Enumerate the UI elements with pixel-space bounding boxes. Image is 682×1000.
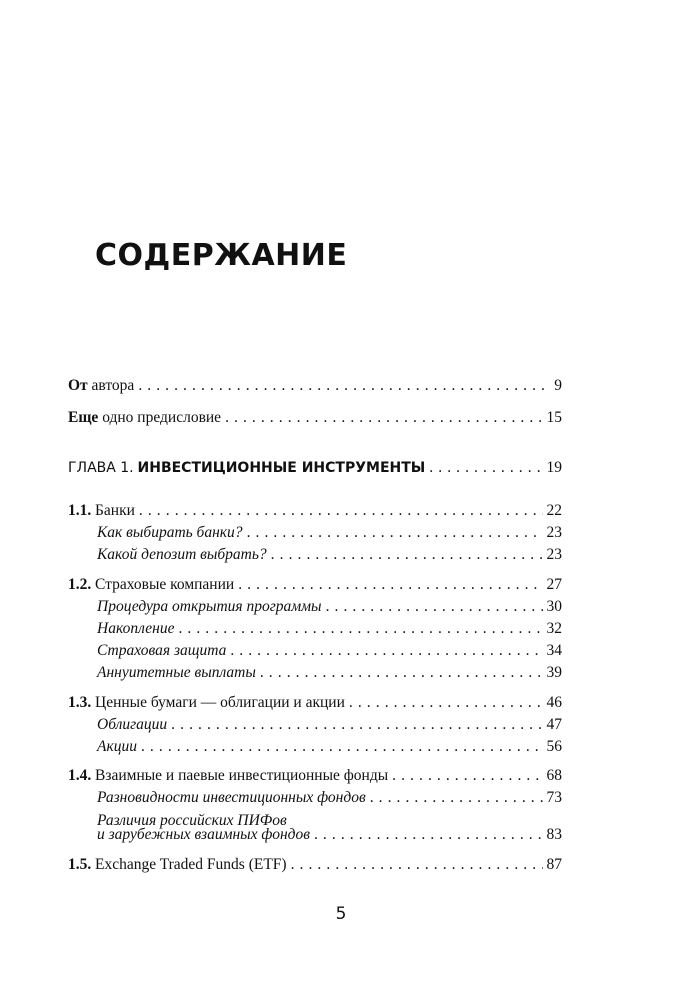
subentry-title: Какой депозит выбрать? bbox=[97, 546, 267, 563]
dot-leader bbox=[238, 576, 542, 594]
dot-leader bbox=[314, 826, 543, 844]
dot-leader bbox=[178, 620, 542, 638]
section-number: 1.5. bbox=[68, 856, 92, 873]
page-number: 23 bbox=[546, 524, 562, 541]
page-number: 32 bbox=[546, 620, 562, 637]
dot-leader bbox=[370, 789, 543, 807]
toc-subentry[interactable] bbox=[97, 524, 562, 544]
dot-leader bbox=[247, 524, 543, 542]
section-number: 1.3. bbox=[68, 694, 92, 711]
page-number: 30 bbox=[546, 598, 562, 615]
page-number: 73 bbox=[546, 789, 562, 806]
dot-leader bbox=[225, 409, 542, 427]
dot-leader bbox=[138, 377, 550, 395]
page-number: 27 bbox=[546, 576, 562, 593]
section-number: 1.4. bbox=[68, 767, 92, 784]
toc-section-1-1[interactable] bbox=[68, 502, 562, 522]
subentry-title: Как выбирать банки? bbox=[97, 524, 243, 541]
toc-subentry-line1: Различия российских ПИФов bbox=[97, 812, 287, 829]
toc-entry-author[interactable] bbox=[68, 377, 562, 397]
section-number: 1.1. bbox=[68, 502, 92, 519]
section-title: Exchange Traded Funds (ETF) bbox=[95, 856, 287, 873]
section-title: Банки bbox=[95, 502, 135, 519]
toc-entry-label: Еще одно предисловие bbox=[68, 409, 222, 426]
page-number: 19 bbox=[546, 459, 562, 476]
page-number: 56 bbox=[546, 738, 562, 755]
toc-section-1-4[interactable] bbox=[68, 767, 562, 787]
dot-leader bbox=[429, 459, 542, 477]
page-folio: 5 bbox=[335, 904, 347, 924]
subentry-title: и зарубежных взаимных фондов bbox=[97, 826, 310, 843]
toc-entry-label: От автора bbox=[68, 377, 135, 394]
toc-subentry[interactable] bbox=[97, 642, 562, 662]
page-number: 39 bbox=[546, 664, 562, 681]
page-number: 47 bbox=[546, 716, 562, 733]
toc-subentry[interactable] bbox=[97, 826, 562, 846]
toc-section-1-2[interactable] bbox=[68, 576, 562, 596]
page-title: СОДЕРЖАНИЕ bbox=[95, 238, 348, 273]
subentry-title: Страховая защита bbox=[97, 642, 227, 659]
dot-leader bbox=[230, 642, 542, 660]
toc-chapter-1[interactable] bbox=[68, 459, 562, 479]
subentry-title: Аннуитетные выплаты bbox=[97, 664, 256, 681]
dot-leader bbox=[260, 664, 543, 682]
toc-subentry[interactable] bbox=[97, 738, 562, 758]
section-number: 1.2. bbox=[68, 576, 92, 593]
subentry-title: Акции bbox=[97, 738, 137, 755]
chapter-label: ГЛАВА 1. ИНВЕСТИЦИОННЫЕ ИНСТРУМЕНТЫ bbox=[68, 460, 426, 476]
page-number: 23 bbox=[546, 546, 562, 563]
toc-entry-preface[interactable] bbox=[68, 409, 562, 429]
page-number: 15 bbox=[546, 409, 562, 426]
dot-leader bbox=[291, 856, 543, 874]
toc-subentry[interactable] bbox=[97, 598, 562, 618]
toc-section-1-5[interactable] bbox=[68, 856, 562, 876]
subentry-title: Разновидности инвестиционных фондов bbox=[97, 789, 366, 806]
page-number: 87 bbox=[546, 856, 562, 873]
dot-leader bbox=[141, 738, 543, 756]
dot-leader bbox=[171, 716, 542, 734]
dot-leader bbox=[349, 694, 543, 712]
section-title: Страховые компании bbox=[95, 576, 235, 593]
toc-subentry[interactable] bbox=[97, 546, 562, 566]
section-title: Ценные бумаги — облигации и акции bbox=[95, 694, 345, 711]
page-number: 68 bbox=[546, 767, 562, 784]
page-number: 83 bbox=[546, 826, 562, 843]
toc-subentry[interactable] bbox=[97, 716, 562, 736]
subentry-title: Процедура открытия программы bbox=[97, 598, 322, 615]
dot-leader bbox=[392, 767, 542, 785]
dot-leader bbox=[271, 546, 543, 564]
page-number: 22 bbox=[546, 502, 562, 519]
toc-subentry[interactable] bbox=[97, 789, 562, 809]
page-number: 46 bbox=[546, 694, 562, 711]
toc-subentry[interactable] bbox=[97, 620, 562, 640]
subentry-title: Накопление bbox=[97, 620, 175, 637]
page-number: 34 bbox=[546, 642, 562, 659]
toc-section-1-3[interactable] bbox=[68, 694, 562, 714]
dot-leader bbox=[139, 502, 543, 520]
section-title: Взаимные и паевые инвестиционные фонды bbox=[95, 767, 389, 784]
page-number: 9 bbox=[554, 377, 562, 394]
dot-leader bbox=[326, 598, 543, 616]
subentry-title: Облигации bbox=[97, 716, 168, 733]
toc-subentry[interactable] bbox=[97, 664, 562, 684]
